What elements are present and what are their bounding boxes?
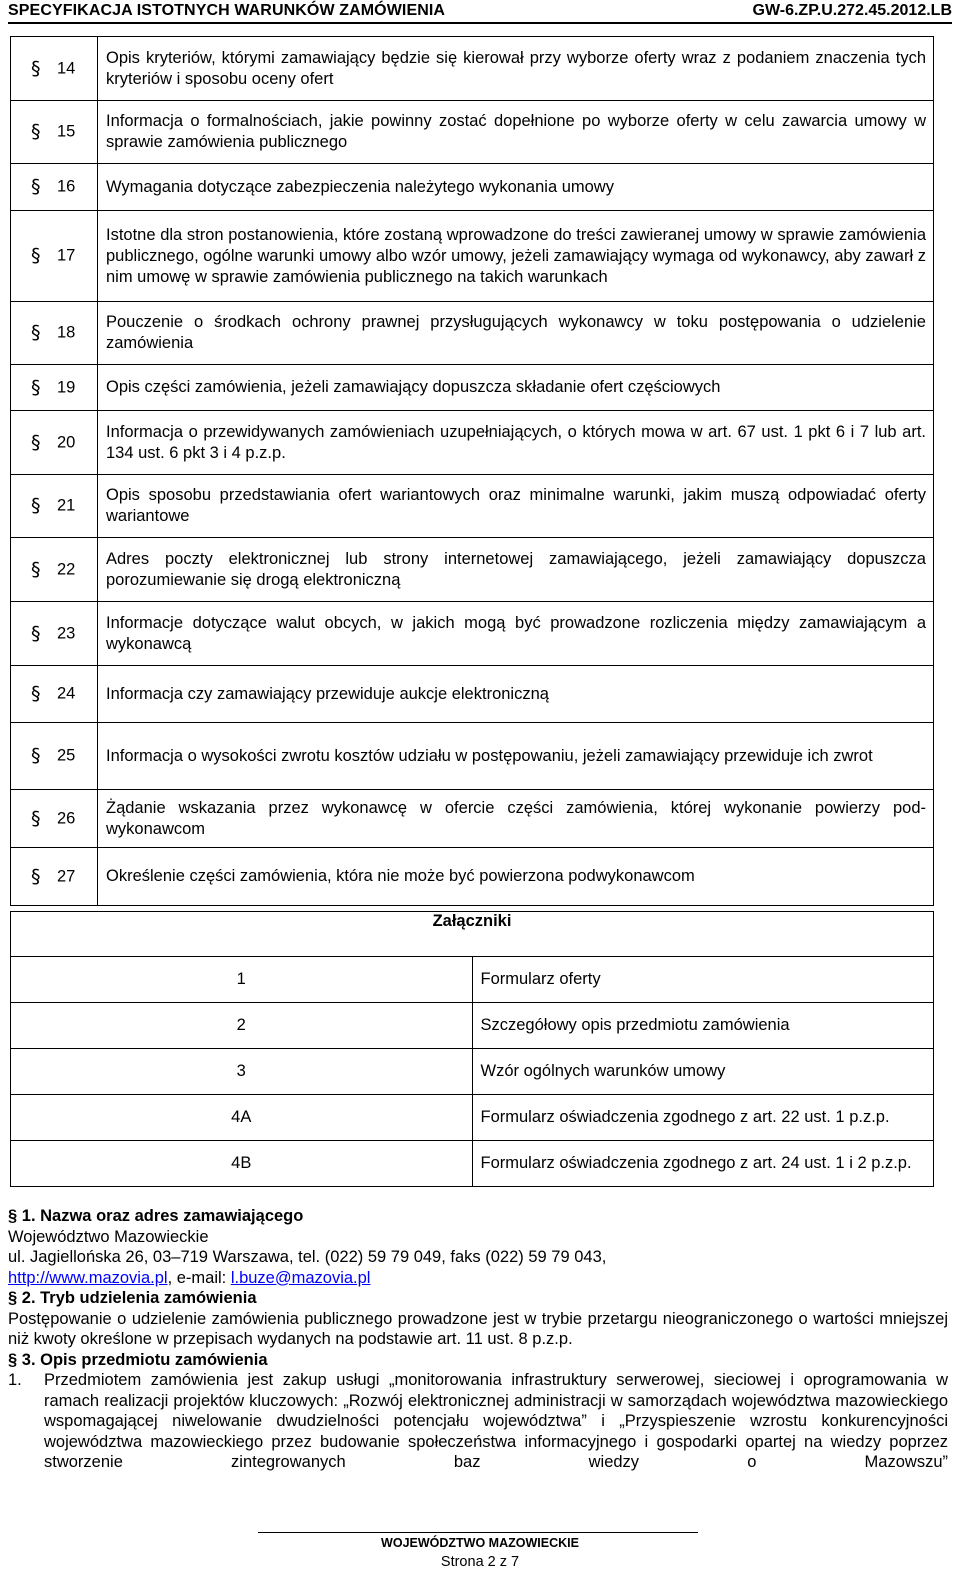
- table-row: [11, 1095, 934, 1141]
- section-symbol: §: [31, 682, 41, 705]
- section-3-title: 3. Opis przedmiotu zamówienia: [21, 1350, 268, 1369]
- section-symbol: §: [31, 865, 41, 887]
- section-1-heading: [8, 1206, 948, 1227]
- section-symbol: §: [31, 57, 41, 79]
- section-symbol: §: [8, 1289, 18, 1307]
- section-1: [8, 1206, 948, 1370]
- section-number: 21: [57, 496, 76, 515]
- section-number: 26: [57, 809, 76, 827]
- section-1-title: 1. Nazwa oraz adres zamawiającego: [21, 1207, 304, 1225]
- section-symbol: §: [31, 494, 41, 517]
- attachment-name: Wzór ogólnych warunków umowy: [472, 1049, 934, 1095]
- attachment-number: 1: [11, 957, 473, 1003]
- attachment-number: 4B: [11, 1141, 473, 1187]
- section-number: 19: [57, 378, 76, 396]
- section-number-cell: [11, 538, 98, 602]
- section-number: 20: [57, 433, 76, 451]
- section-number: 25: [57, 746, 76, 765]
- table-row: [11, 1003, 934, 1049]
- header-rule: [8, 22, 952, 24]
- table-row: [11, 1049, 934, 1095]
- contact-line: [8, 1268, 948, 1289]
- organization-name: Województwo Mazowieckie: [8, 1227, 209, 1246]
- section-description: Opis sposobu przedstawiania ofert wariantowych oraz minimalne warunki, jakim muszą odpowiadać oferty wariantowe: [98, 475, 934, 538]
- section-number-cell: [11, 101, 98, 164]
- section-number-cell: [11, 723, 98, 790]
- table-row: [11, 723, 934, 790]
- footer-rule: [258, 1532, 698, 1533]
- section-number-cell: [11, 602, 98, 666]
- section-number: 22: [57, 560, 76, 578]
- table-row: [11, 365, 934, 411]
- section-number-cell: [11, 790, 98, 848]
- section-number-cell: [11, 411, 98, 475]
- table-row: [11, 302, 934, 365]
- section-number: 27: [57, 867, 76, 885]
- section-number: 14: [57, 59, 76, 77]
- attachment-number: 2: [11, 1003, 473, 1049]
- organization-address: ul. Jagiellońska 26, 03–719 Warszawa, tel. (022) 59 79 049, faks (022) 59 79 043,: [8, 1248, 607, 1266]
- sections-table: [10, 36, 934, 906]
- footer-organization: WOJEWÓDZTWO MAZOWIECKIE: [381, 1536, 579, 1550]
- attachments-title-row: [11, 912, 934, 957]
- section-symbol: §: [31, 376, 41, 398]
- section-description: Informacja czy zamawiający przewiduje aukcje elektroniczną: [98, 666, 934, 723]
- table-row: [11, 211, 934, 302]
- attachment-name: Formularz oświadczenia zgodnego z art. 24 ust. 1 i 2 p.z.p.: [472, 1141, 934, 1187]
- section-symbol: §: [31, 622, 41, 644]
- section-number: 23: [57, 624, 76, 642]
- point-text: Przedmiotem zamówienia jest zakup usługi „monitorowania infrastruktury serwerowej, sieciowej i oprogramowania w ramach realizacji projektów kluczowych: „Rozwój elektronicznej administracji w samorządach województwa mazowieckiego wspomagającej niwelowanie dwudzielności potencjału województwa” i „Przyspieszenie wzrostu konkurencyjności województwa mazowieckiego przez budowanie społeczeństwa informacyjnego i gospodarki opartej na wiedzy poprzez stworzenie zintegrowanych baz wiedzy o Mazowszu”: [44, 1371, 948, 1471]
- section-description: Informacja o przewidywanych zamówieniach uzupełniających, o których mowa w art. 67 ust. 1 pkt 6 i 7 lub art. 134 ust. 6 pkt 3 i 4 p.z.p.: [98, 411, 934, 475]
- section-description: Określenie części zamówienia, która nie może być powierzona podwykonawcom: [98, 848, 934, 906]
- section-number-cell: [11, 211, 98, 302]
- email-label: , e-mail:: [167, 1268, 231, 1287]
- table-row: [11, 101, 934, 164]
- section-symbol: §: [31, 120, 41, 143]
- section-number: 18: [57, 323, 76, 342]
- table-row: [11, 475, 934, 538]
- section-number-cell: [11, 164, 98, 211]
- attachment-name: Formularz oświadczenia zgodnego z art. 22 ust. 1 p.z.p.: [472, 1095, 934, 1141]
- section-2-text: Postępowanie o udzielenie zamówienia publicznego prowadzone jest w trybie przetargu nieograniczonego o wartości mniejszej niż kwoty określone w przepisach wydanych na podstawie art. 11 ust. 8 p.z.p.: [8, 1309, 948, 1348]
- section-description: Adres poczty elektronicznej lub strony internetowej zamawiającego, jeżeli zamawiający dopuszcza porozumiewanie się drogą elektroniczną: [98, 538, 934, 602]
- section-description: Pouczenie o środkach ochrony prawnej przysługujących wykonawcy w toku postępowania o udzielenie zamówienia: [98, 302, 934, 365]
- section-description: Wymagania dotyczące zabezpieczenia należytego wykonania umowy: [98, 164, 934, 211]
- section-3-heading: [8, 1350, 948, 1371]
- section-description: Opis kryteriów, którymi zamawiający będzie się kierował przy wyborze oferty wraz z podaniem znaczenia tych kryteriów i sposobu oceny ofert: [98, 37, 934, 101]
- table-row: [11, 538, 934, 602]
- page-number: Strona 2 z 7: [440, 1554, 520, 1570]
- table-row: [11, 164, 934, 211]
- point-number: 1.: [8, 1371, 22, 1389]
- section-symbol: §: [31, 175, 41, 198]
- attachment-name: Formularz oferty: [472, 957, 934, 1003]
- section-symbol: §: [31, 558, 41, 580]
- section-symbol: §: [31, 744, 41, 767]
- attachment-name: Szczegółowy opis przedmiotu zamówienia: [472, 1003, 934, 1049]
- section-2-title: 2. Tryb udzielenia zamówienia: [21, 1289, 257, 1307]
- table-row: [11, 848, 934, 906]
- attachments-title: Załączniki: [11, 912, 934, 957]
- attachment-number: 4A: [11, 1095, 473, 1141]
- table-row: [11, 411, 934, 475]
- section-number-cell: [11, 475, 98, 538]
- section-number-cell: [11, 302, 98, 365]
- section-3-point-1: [8, 1370, 948, 1473]
- attachments-table: [10, 911, 934, 1187]
- section-number-cell: [11, 365, 98, 411]
- attachment-number: 3: [11, 1049, 473, 1095]
- document-title: SPECYFIKACJA ISTOTNYCH WARUNKÓW ZAMÓWIENIA: [8, 2, 446, 19]
- section-description: Informacje dotyczące walut obcych, w jakich mogą być prowadzone rozliczenia między zamawiającym a wykonawcą: [98, 602, 934, 666]
- section-description: Opis części zamówienia, jeżeli zamawiający dopuszcza składanie ofert częściowych: [98, 365, 934, 411]
- section-number-cell: [11, 666, 98, 723]
- document-reference: GW-6.ZP.U.272.45.2012.LB: [752, 2, 952, 19]
- section-symbol: §: [31, 321, 41, 344]
- section-description: Istotne dla stron postanowienia, które zostaną wprowadzone do treści zawieranej umowy w sprawie zamówienia publicznego, ogólne warunki umowy albo wzór umowy, jeżeli zamawiający wymaga od wykonawcy, aby zawarł z nim umowę w sprawie zamówienia publicznego na takich warunkach: [98, 211, 934, 302]
- table-row: [11, 1141, 934, 1187]
- section-number: 15: [57, 122, 76, 141]
- section-description: Żądanie wskazania przez wykonawcę w ofercie części zamówienia, której wykonanie powierzy pod-wykonawcom: [98, 790, 934, 848]
- table-row: [11, 790, 934, 848]
- table-row: [11, 957, 934, 1003]
- section-symbol: §: [31, 807, 41, 829]
- section-number-cell: [11, 848, 98, 906]
- section-symbol: §: [8, 1350, 18, 1369]
- page-header: [8, 0, 952, 26]
- section-number: 24: [57, 684, 76, 703]
- section-symbol: §: [8, 1207, 18, 1225]
- section-symbol: §: [31, 431, 41, 453]
- section-number-cell: [11, 37, 98, 101]
- email-link[interactable]: l.buze@mazovia.pl: [230, 1268, 371, 1287]
- table-row: [11, 666, 934, 723]
- section-number: 16: [57, 177, 76, 196]
- section-description: Informacja o wysokości zwrotu kosztów udziału w postępowaniu, jeżeli zamawiający przewiduje ich zwrot: [98, 723, 934, 790]
- section-symbol: §: [31, 244, 41, 267]
- table-row: [11, 602, 934, 666]
- section-description: Informacja o formalnościach, jakie powinny zostać dopełnione po wyborze oferty w celu zawarcia umowy w sprawie zamówienia publicznego: [98, 101, 934, 164]
- table-row: [11, 37, 934, 101]
- section-2-heading: [8, 1288, 948, 1309]
- website-link[interactable]: http://www.mazovia.pl: [8, 1268, 168, 1287]
- section-number: 17: [57, 246, 76, 265]
